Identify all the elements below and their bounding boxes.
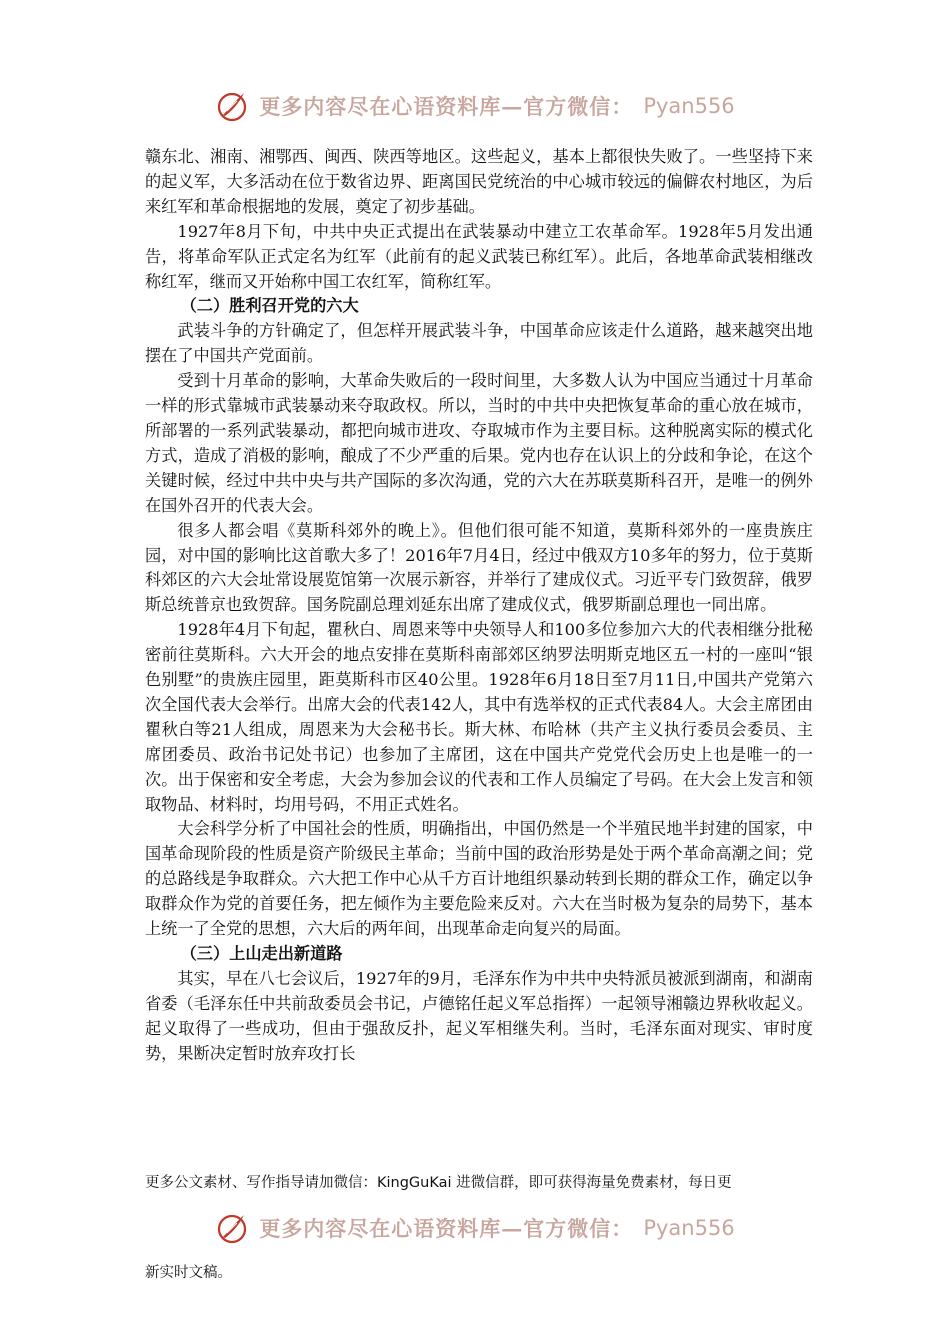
- paragraph: 赣东北、湘南、湘鄂西、闽西、陕西等地区。这些起义，基本上都很快失败了。一些坚持下来的起义军，大多活动在位于数省边界、距离国民党统治的中心城市较远的偏僻农村地区，为后来红军和革命根据地的发展，奠定了初步基础。: [145, 147, 813, 216]
- footer-promo-tail: 新实时文稿。: [145, 1265, 232, 1281]
- watermark-wechat-id: Pyan556: [643, 1216, 735, 1240]
- paragraph: 受到十月革命的影响，大革命失败后的一段时间里，大多数人认为中国应当通过十月革命一样的形式靠城市武装暴动来夺取政权。所以，当时的中共中央把恢复革命的重心放在城市，所部署的一系列武装暴动，都把向城市进攻、夺取城市作为主要目标。这种脱离实际的模式化方式，造成了消极的影响，酿成了不少严重的后果。党内也存在认识上的分歧和争论，在这个关键时候，经过中共中央与共产国际的多次沟通，党的六大在苏联莫斯科召开，是唯一的例外在国外召开的代表大会。: [145, 371, 813, 515]
- paragraph: 很多人都会唱《莫斯科郊外的晚上》。但他们很可能不知道，莫斯科郊外的一座贵族庄园，对中国的影响比这首歌大多了！2016年7月4日，经过中俄双方10多年的努力，位于莫斯科郊区的六大会址常设展览馆第一次展示新容，并举行了建成仪式。习近平专门致贺辞，俄罗斯总统普京也致贺辞。国务院副总理刘延东出席了建成仪式，俄罗斯副总理也一同出席。: [145, 520, 813, 615]
- footer-promo-line: 更多公文素材、写作指导请加微信：KingGuKai 进微信群，即可获得海量免费素材，每日更: [145, 1175, 732, 1191]
- quill-logo-icon: [215, 1211, 249, 1245]
- watermark-header: [0, 86, 950, 126]
- document-body: [145, 145, 813, 1067]
- watermark-text: 更多内容尽在心语资料库—官方微信：: [259, 1216, 634, 1241]
- paragraph: 大会科学分析了中国社会的性质，明确指出，中国仍然是一个半殖民地半封建的国家，中国革命现阶段的性质是资产阶级民主革命；当前中国的政治形势是处于两个革命高潮之间；党的总路线是争取群众。六大把工作中心从千方百计地组织暴动转到长期的群众工作，确定以争取群众作为党的首要任务，把左倾作为主要危险来反对。六大在当时极为复杂的局势下，基本上统一了全党的思想，六大后的两年间，出现革命走向复兴的局面。: [145, 819, 813, 939]
- paragraph: 武装斗争的方针确定了，但怎样开展武装斗争，中国革命应该走什么道路，越来越突出地摆在了中国共产党面前。: [145, 321, 813, 366]
- watermark-footer: [0, 1208, 950, 1248]
- quill-logo-icon: [215, 89, 249, 123]
- paragraph: 1927年8月下旬，中共中央正式提出在武装暴动中建立工农革命军。1928年5月发出通告，将革命军队正式定名为红军（此前有的起义武装已称红军）。此后，各地革命武装相继改称红军，继而又开始称中国工农红军，简称红军。: [145, 221, 813, 291]
- paragraph: 其实，早在八七会议后，1927年的9月，毛泽东作为中共中央特派员被派到湖南，和湖南省委（毛泽东任中共前敌委员会书记，卢德铭任起义军总指挥）一起领导湘赣边界秋收起义。起义取得了一些成功，但由于强敌反扑，起义军相继失利。当时，毛泽东面对现实、审时度势，果断决定暂时放弃攻打长: [145, 968, 813, 1063]
- watermark-wechat-id: Pyan556: [643, 94, 735, 118]
- section-heading: （三）上山走出新道路: [180, 944, 343, 963]
- section-heading: （二）胜利召开党的六大: [180, 296, 359, 316]
- watermark-text: 更多内容尽在心语资料库—官方微信：: [259, 94, 634, 119]
- paragraph: 1928年4月下旬起，瞿秋白、周恩来等中央领导人和100多位参加六大的代表相继分批秘密前往莫斯科。六大开会的地点安排在莫斯科南部郊区纳罗法明斯克地区五一村的一座叫“银色别墅”的贵族庄园里，距莫斯科市区40公里。1928年6月18日至7月11日,中国共产党第六次全国代表大会举行。出席大会的代表142人，其中有选举权的正式代表84人。大会主席团由瞿秋白等21人组成，周恩来为大会秘书长。斯大林、布哈林（共产主义执行委员会委员、主席团委员、政治书记处书记）也参加了主席团，这在中国共产党党代会历史上也是唯一的一次。出于保密和安全考虑，大会为参加会议的代表和工作人员编定了号码。在大会上发言和领取物品、材料时，均用号码，不用正式姓名。: [145, 620, 813, 814]
